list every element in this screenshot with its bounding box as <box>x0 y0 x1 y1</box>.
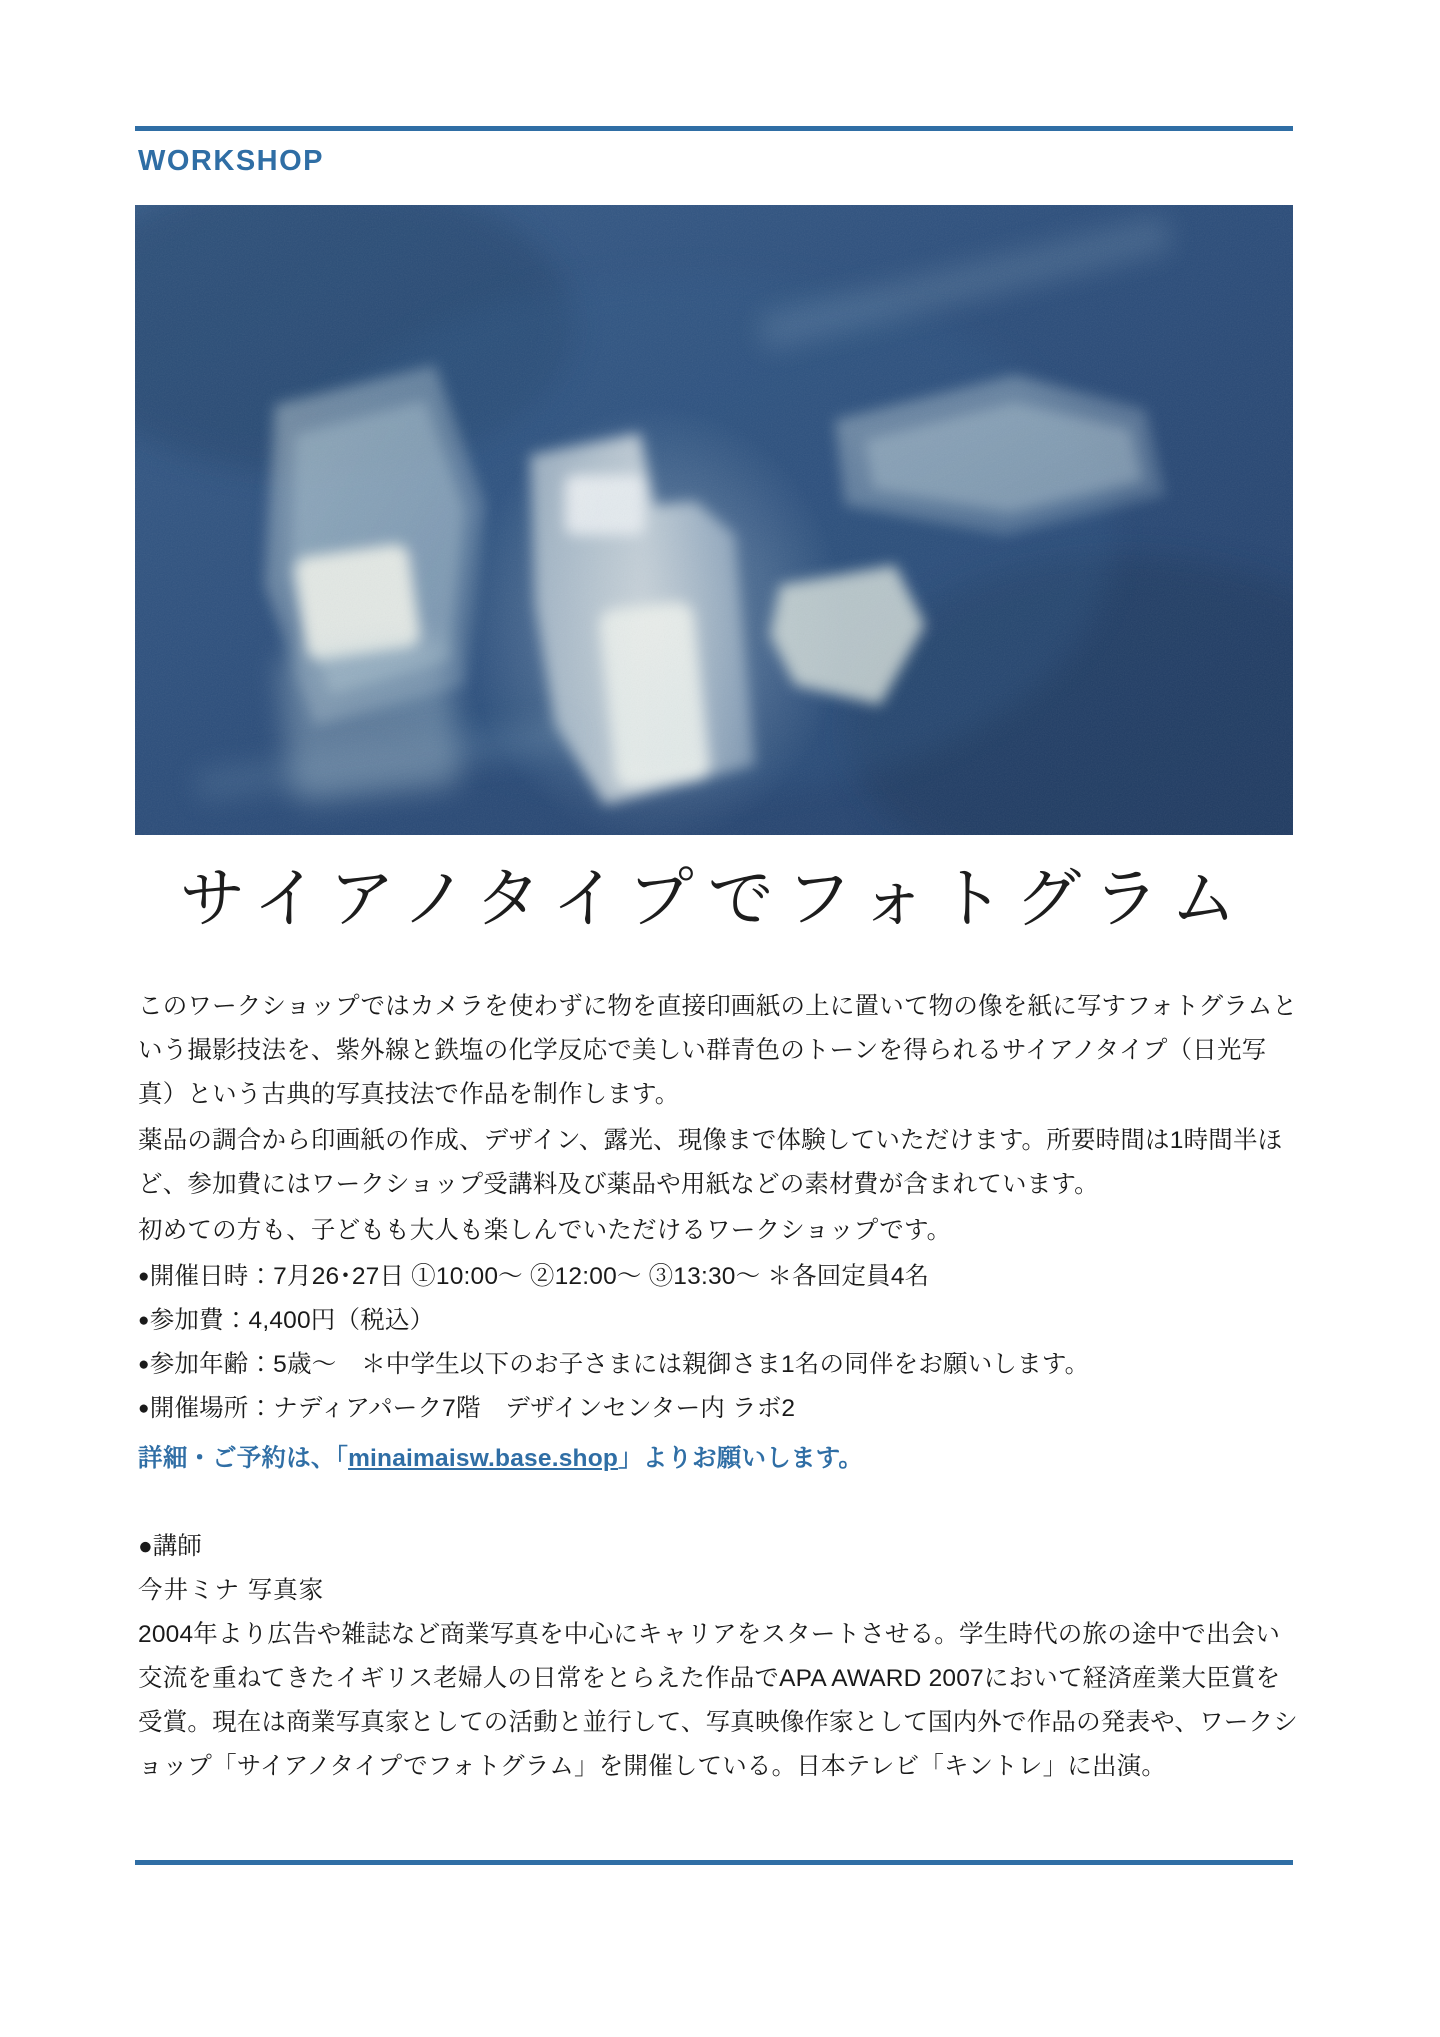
detail-item-schedule <box>138 1255 1298 1299</box>
top-divider-rule <box>135 126 1293 131</box>
reservation-shop-link[interactable]: minaimaisw.base.shop <box>348 1445 619 1472</box>
page-title: サイアノタイプでフォトグラム <box>179 861 1249 935</box>
reservation-line <box>138 1437 1298 1481</box>
detail-schedule-text: 開催日時：7月26･27日 ①10:00〜 ②12:00〜 ③13:30〜 ＊各回定員4名 <box>149 1263 930 1290</box>
intro-paragraph-1: このワークショップではカメラを使わずに物を直接印画紙の上に置いて物の像を紙に写すフォトグラムという撮影技法を、紫外線と鉄塩の化学反応で美しい群青色のトーンを得られるサイアノタイプ（日光写真）という古典的写真技法で作品を制作します。 <box>138 993 1298 1108</box>
detail-fee-text: 参加費：4,400円（税込） <box>149 1307 435 1334</box>
detail-item-age <box>138 1343 1298 1387</box>
instructor-heading: ●講師 <box>138 1533 202 1560</box>
bullet-dot-icon: ● <box>138 1310 150 1331</box>
instructor-bio: 2004年より広告や雑誌など商業写真を中心にキャリアをスタートさせる。学生時代の旅の途中で出会い交流を重ねてきたイギリス老婦人の日常をとらえた作品でAPA AWARD 2007において経済産業大臣賞を受賞。現在は商業写真家としての活動と並行して、写真映像作家として国内外で作品の発表や、ワークショップ「サイアノタイプでフォトグラム」を開催している。日本テレビ「キントレ」に出演。 <box>138 1621 1298 1780</box>
reservation-prefix: 詳細・ご予約は、「 <box>138 1445 349 1472</box>
section-spacer <box>138 1481 1298 1525</box>
bullet-dot-icon: ● <box>138 1398 150 1419</box>
page-kicker: WORKSHOP <box>138 145 324 177</box>
detail-item-venue <box>138 1387 1298 1431</box>
instructor-name: 今井ミナ 写真家 <box>138 1577 325 1604</box>
document-body <box>138 985 1298 1791</box>
bottom-divider-rule <box>135 1860 1293 1865</box>
reservation-suffix: 」よりお願いします。 <box>618 1445 864 1472</box>
intro-paragraph-3: 初めての方も、子どもも大人も楽しんでいただけるワークショップです。 <box>138 1217 952 1244</box>
detail-item-fee <box>138 1299 1298 1343</box>
detail-venue-text: 開催場所：ナディアパーク7階 デザインセンター内 ラボ2 <box>149 1395 796 1422</box>
detail-age-text: 参加年齢：5歳〜 ＊中学生以下のお子さまには親御さま1名の同伴をお願いします。 <box>149 1351 1090 1378</box>
bullet-dot-icon: ● <box>138 1266 150 1287</box>
cyanotype-photogram-illustration <box>135 205 1293 835</box>
bullet-dot-icon: ● <box>138 1354 150 1375</box>
intro-paragraph-2: 薬品の調合から印画紙の作成、デザイン、露光、現像まで体験していただけます。所要時間は1時間半ほど、参加費にはワークショップ受講料及び薬品や用紙などの素材費が含まれています。 <box>138 1127 1283 1198</box>
hero-image <box>135 205 1293 835</box>
